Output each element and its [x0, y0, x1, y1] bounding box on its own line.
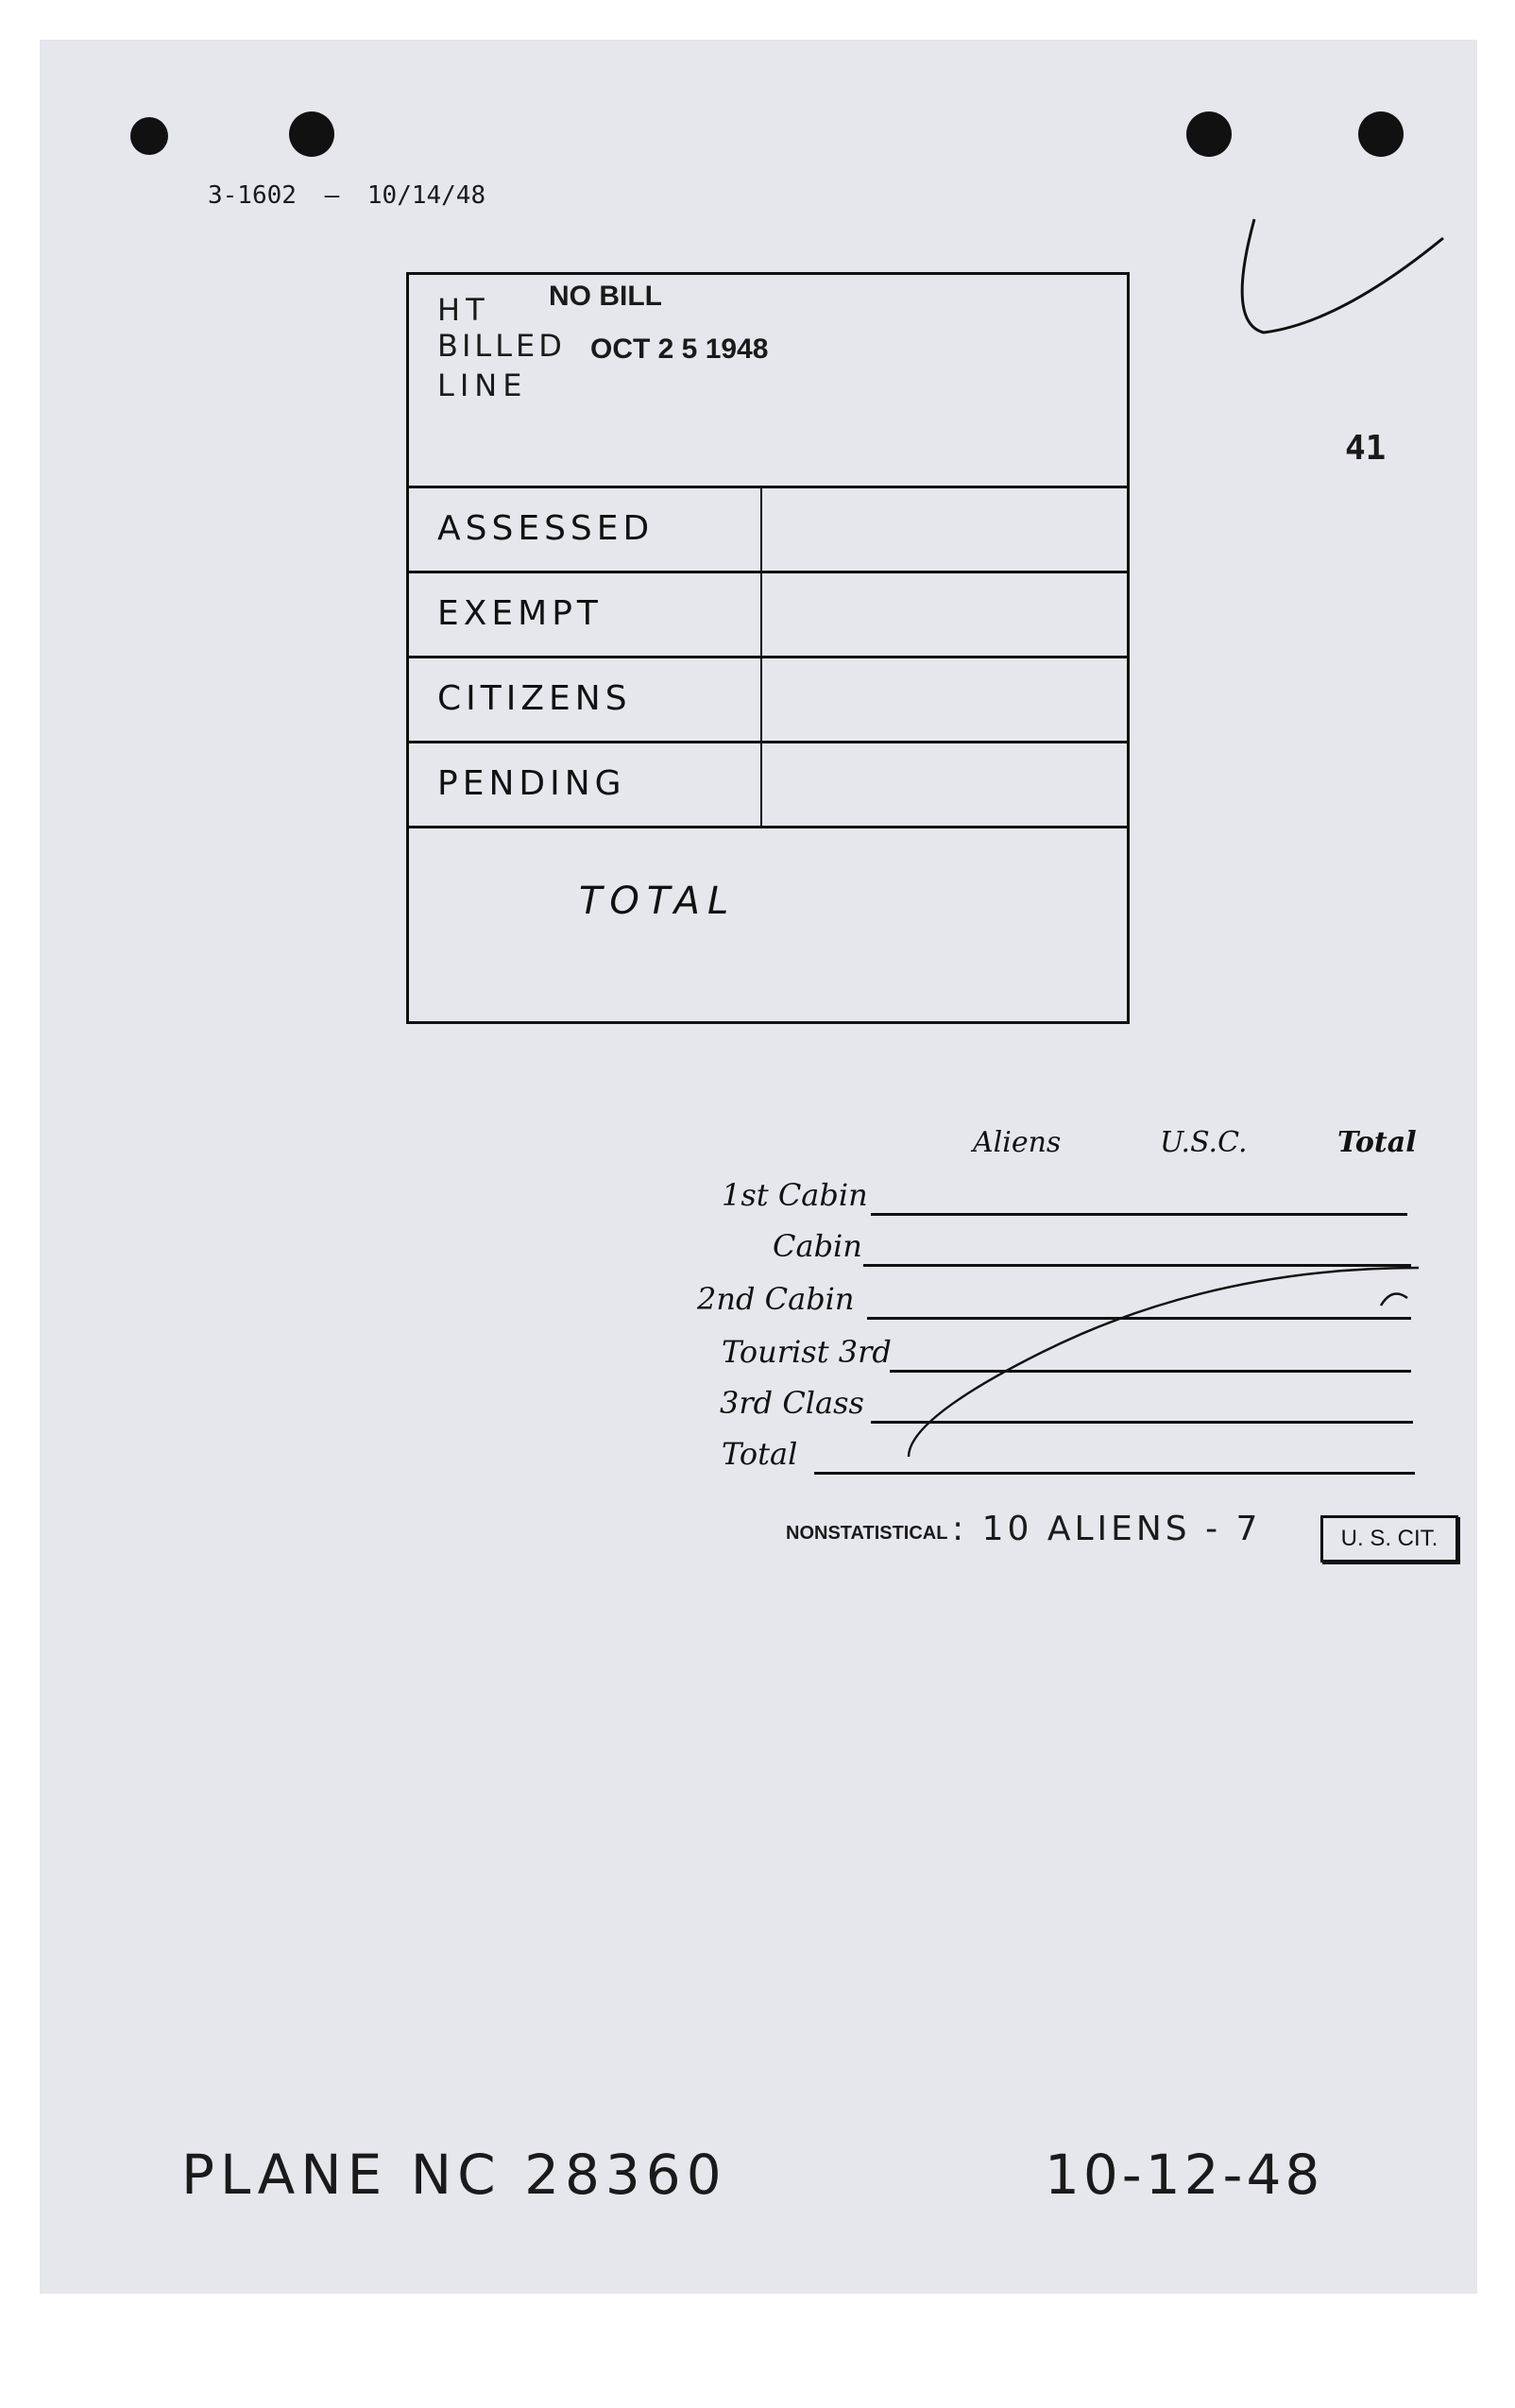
ticket-row: [409, 658, 1127, 743]
strike-curve: [890, 1249, 1438, 1476]
col-header-aliens: Aliens: [973, 1126, 1062, 1159]
check-mark-icon: [1226, 181, 1453, 370]
col-header-total: Total: [1337, 1126, 1417, 1159]
form-number: 3-1602: [208, 181, 297, 210]
ticket-row: [409, 488, 1127, 573]
form-date: 10/14/48: [366, 181, 486, 210]
class-label: 2nd Cabin: [697, 1281, 855, 1317]
col-header-usc: U.S.C.: [1160, 1126, 1248, 1159]
punch-hole: [1358, 111, 1404, 157]
ticket-box: [406, 272, 1130, 1024]
form-header: 3-1602 — 10/14/48: [208, 181, 486, 210]
row-label: PENDING: [437, 764, 626, 803]
line-label: LINE: [437, 367, 528, 403]
column-divider: [760, 488, 762, 571]
ticket-total-label: TOTAL: [579, 880, 737, 923]
class-label: Cabin: [773, 1228, 862, 1264]
column-divider: [760, 658, 762, 741]
class-label: 3rd Class: [720, 1385, 864, 1421]
class-label: 1st Cabin: [722, 1177, 868, 1213]
row-label: CITIZENS: [437, 679, 632, 718]
ticket-row: [409, 743, 1127, 828]
row-label: ASSESSED: [437, 509, 655, 548]
ticket-header: [409, 275, 1127, 488]
page-number: 41: [1345, 429, 1387, 468]
ticket-row: [409, 573, 1127, 658]
plane-number: PLANE NC 28360: [181, 2143, 727, 2207]
torn-corner: [130, 117, 168, 155]
class-label: Tourist 3rd: [722, 1334, 892, 1370]
nonstatistical-label: NONSTATISTICAL: [786, 1523, 948, 1544]
document-page: [40, 40, 1477, 2294]
arrival-date: 10-12-48: [1045, 2143, 1324, 2207]
punch-hole: [1186, 111, 1232, 157]
billed-date-stamp: OCT 2 5 1948: [590, 333, 769, 365]
row-label: EXEMPT: [437, 594, 603, 633]
class-label: Total: [722, 1436, 798, 1472]
no-bill-stamp: NO BILL: [549, 281, 662, 312]
column-divider: [760, 573, 762, 656]
nonstatistical-value: : 10 ALIENS - 7: [952, 1510, 1262, 1548]
punch-hole: [289, 111, 334, 157]
class-underline: [871, 1213, 1407, 1216]
ht-label: HT: [437, 292, 490, 328]
us-cit-stamp: U. S. CIT.: [1320, 1515, 1458, 1563]
billed-label: BILLED: [437, 328, 566, 364]
column-divider: [760, 743, 762, 826]
